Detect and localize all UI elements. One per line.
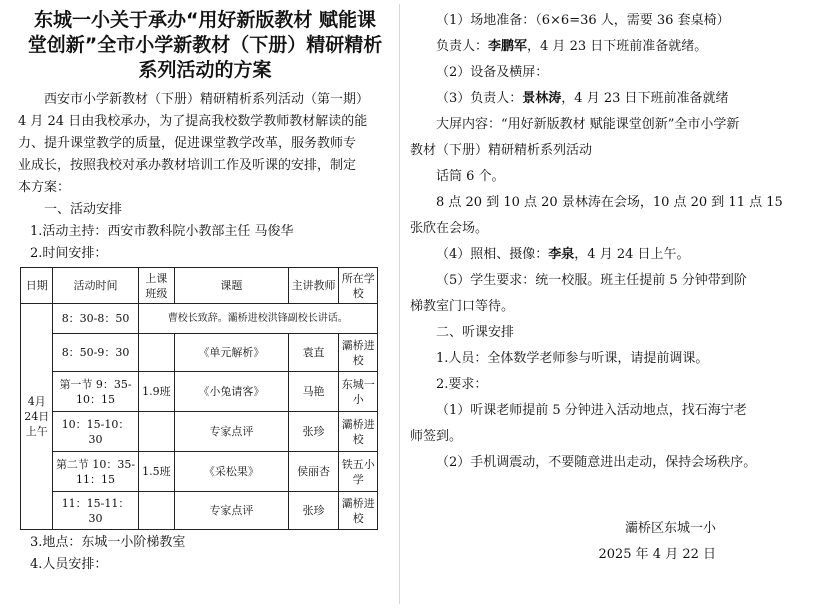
intro-line: 西安市小学新教材（下册）精研精析系列活动（第一期） <box>44 92 370 107</box>
class-cell <box>138 492 175 530</box>
requirement-line: 师签到。 <box>410 429 463 444</box>
class-cell: 1.9班 <box>138 372 175 412</box>
equipment-owner-line <box>410 86 808 112</box>
topic-cell: 专家点评 <box>175 492 289 530</box>
photographer-name: 李泉 <box>548 247 575 262</box>
class-cell: 1.5班 <box>138 452 175 492</box>
signing-organization: 灞桥区东城一小 <box>624 521 716 536</box>
header-teacher: 主讲教师 <box>288 268 339 304</box>
title-line-1: 东城一小关于承办“用好新版教材 赋能课 <box>33 9 377 31</box>
requirement-line: （1）听课老师提前 5 分钟进入活动地点，找石海宁老 <box>436 403 747 418</box>
intro-line: 4 月 24 日由我校承办，为了提高我校数学教师教材解读的能 <box>18 114 368 129</box>
microphones: 话筒 6 个。 <box>436 169 505 184</box>
document-title <box>18 8 392 83</box>
header-date: 日期 <box>21 268 53 304</box>
signing-date: 2025 年 4 月 22 日 <box>598 547 716 562</box>
topic-cell: 《采松果》 <box>175 452 289 492</box>
owner-name: 李鹏军 <box>488 39 528 54</box>
table-header-row <box>21 268 378 304</box>
table-row <box>21 412 378 452</box>
school-cell: 灞桥进校 <box>339 334 378 372</box>
owner-label: （3）负责人： <box>436 91 523 106</box>
header-topic: 课题 <box>175 268 289 304</box>
equipment-heading: （2）设备及横屏： <box>436 65 549 80</box>
time-cell: 8：30-8：50 <box>53 304 138 334</box>
owner-name: 景林涛 <box>522 91 562 106</box>
table-row <box>21 492 378 530</box>
title-line-3: 系列活动的方案 <box>138 59 272 81</box>
school-cell: 灞桥进校 <box>339 412 378 452</box>
photo-line <box>410 242 808 268</box>
time-cell: 第一节 9：35-10：15 <box>53 372 138 412</box>
onsite-schedule-line: 8 点 20 到 10 点 20 景林涛在会场，10 点 20 到 11 点 15 <box>436 195 783 210</box>
left-page <box>18 0 392 576</box>
screen-content-line: 大屏内容：“用好新版教材 赋能课堂创新”全市小学新 <box>436 117 740 132</box>
venue-preparation: （1）场地准备：（6×6=36 人，需要 36 套桌椅） <box>436 13 730 28</box>
intro-line: 力、提升课堂教学的质量，促进课堂教学改革，服务教师专 <box>18 136 357 151</box>
table-row <box>21 452 378 492</box>
venue-owner-line <box>410 34 808 60</box>
student-requirement-line: 梯教室门口等待。 <box>410 299 515 314</box>
venue: 3.地点：东城一小阶梯教室 <box>30 535 186 550</box>
school-cell: 东城一小 <box>339 372 378 412</box>
teacher-cell: 袁直 <box>288 334 339 372</box>
schedule-table <box>20 267 378 530</box>
school-cell: 铁五小学 <box>339 452 378 492</box>
teacher-cell: 侯丽杏 <box>288 452 339 492</box>
table-row <box>21 304 378 334</box>
class-cell <box>138 412 175 452</box>
intro-paragraph <box>18 89 392 199</box>
observation-requirements-label: 2.要求： <box>436 377 488 392</box>
intro-line: 本方案： <box>18 180 71 195</box>
page-divider <box>399 4 400 604</box>
staff-arrangement-label: 4.人员安排： <box>30 557 108 572</box>
section-heading-activities: 一、活动安排 <box>44 202 123 217</box>
photo-label: （4）照相、摄像： <box>436 247 549 262</box>
teacher-cell: 张珍 <box>288 412 339 452</box>
owner-deadline: ，4 月 23 日下班前准备就绪。 <box>527 39 708 54</box>
date-cell: 4月24日上午 <box>21 304 53 530</box>
topic-cell: 《小兔请客》 <box>175 372 289 412</box>
topic-cell: 《单元解析》 <box>175 334 289 372</box>
time-cell: 第二节 10：35-11：15 <box>53 452 138 492</box>
header-class: 上课班级 <box>138 268 175 304</box>
owner-deadline: ，4 月 23 日下班前准备就绪 <box>561 91 729 106</box>
right-page <box>410 8 808 568</box>
school-cell: 灞桥进校 <box>339 492 378 530</box>
time-cell: 11：15-11：30 <box>53 492 138 530</box>
class-cell <box>138 334 175 372</box>
photo-time: ，4 月 24 日上午。 <box>574 247 690 262</box>
teacher-cell: 马艳 <box>288 372 339 412</box>
intro-line: 业成长，按照我校对承办教材培训工作及听课的安排，制定 <box>18 158 357 173</box>
topic-cell: 专家点评 <box>175 412 289 452</box>
requirement-line: （2）手机调震动，不要随意进出走动，保持会场秩序。 <box>436 455 757 470</box>
time-schedule-label: 2.时间安排： <box>30 246 108 261</box>
table-row <box>21 334 378 372</box>
owner-label: 负责人： <box>436 39 489 54</box>
header-school: 所在学校 <box>339 268 378 304</box>
header-time: 活动时间 <box>53 268 138 304</box>
screen-content-line: 教材（下册）精研精析系列活动 <box>410 143 593 158</box>
observation-people: 1.人员：全体数学老师参与听课，请提前调课。 <box>436 351 709 366</box>
onsite-schedule-line: 张欣在会场。 <box>410 221 489 236</box>
opening-remarks-cell: 曹校长致辞。灞桥进校洪锋副校长讲话。 <box>138 304 377 334</box>
student-requirement-line: （5）学生要求：统一校服。班主任提前 5 分钟带到阶 <box>436 273 747 288</box>
section-heading-observation: 二、听课安排 <box>436 325 515 340</box>
title-line-2: 堂创新”全市小学新教材（下册）精研精析 <box>27 34 383 56</box>
activity-host: 1.活动主持：西安市教科院小教部主任 马俊华 <box>30 224 294 239</box>
time-cell: 10：15-10：30 <box>53 412 138 452</box>
teacher-cell: 张珍 <box>288 492 339 530</box>
time-cell: 8：50-9：30 <box>53 334 138 372</box>
table-row <box>21 372 378 412</box>
signature-block <box>410 516 808 568</box>
